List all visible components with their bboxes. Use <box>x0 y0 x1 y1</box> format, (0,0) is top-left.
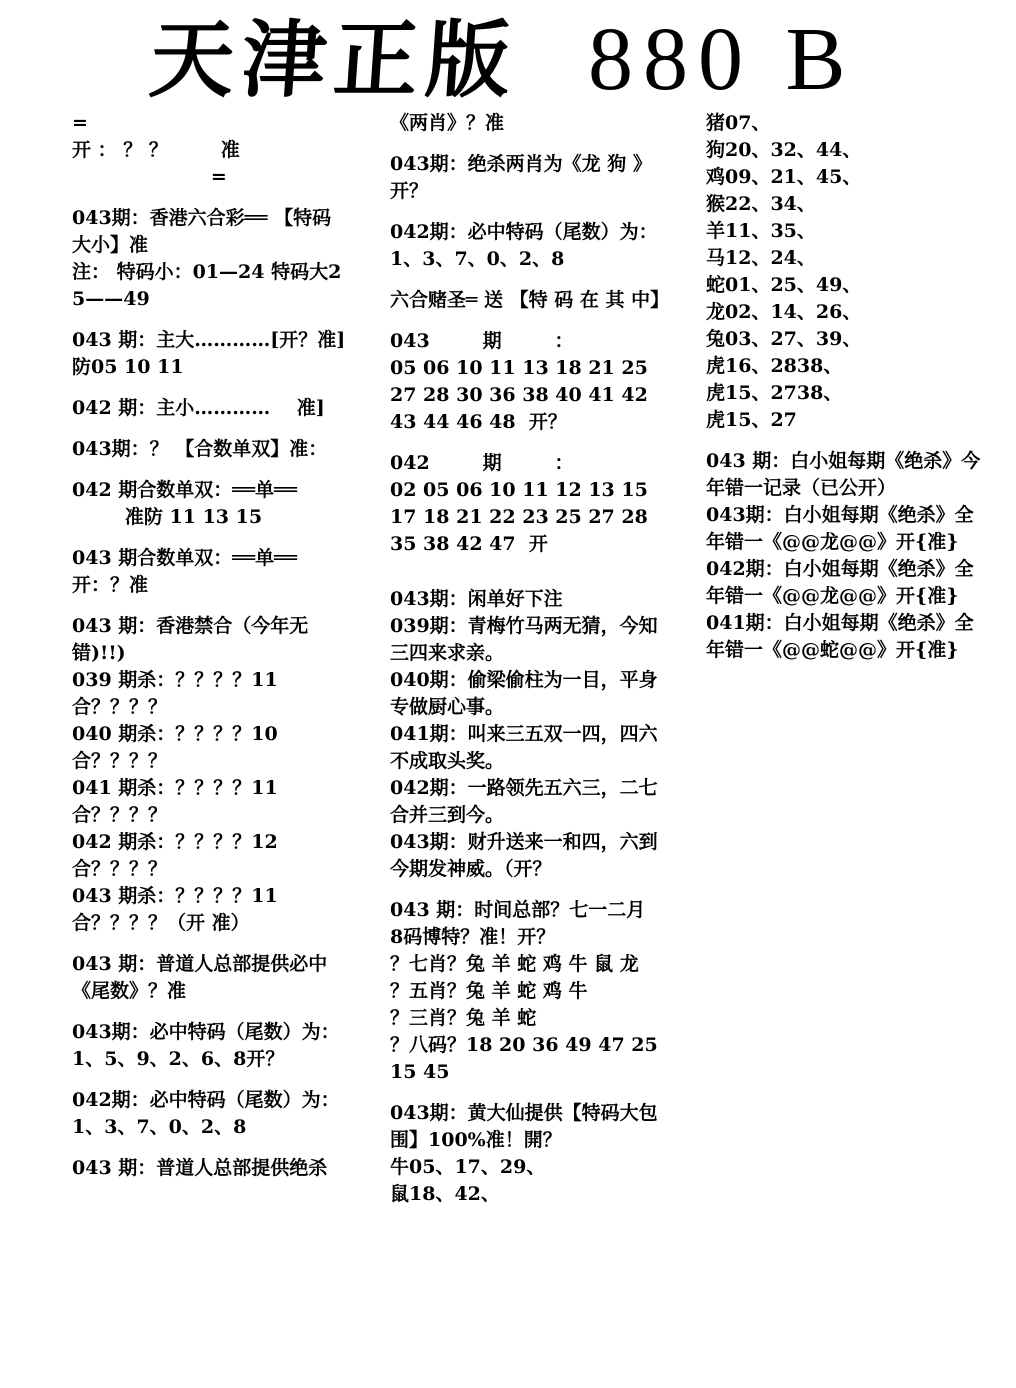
text-line: ？五肖？兔 羊 蛇 鸡 牛 <box>390 980 588 1002</box>
text-line: 043期：财升送来一和四，六到今期发神威。（开？ <box>390 831 658 880</box>
text-line: 马12、24、 <box>706 247 816 269</box>
text-line: 注： 特码小：01—24 特码大25——49 <box>72 261 342 310</box>
page-title <box>146 10 890 110</box>
text-line: 043 期：普道人总部提供必中《尾数》？准 <box>72 953 328 1002</box>
text-line: 羊11、35、 <box>706 220 816 242</box>
text-line: 02 05 06 10 11 12 13 15 17 18 21 22 23 25 27 28 35 38 42 47 开 <box>390 479 655 555</box>
text-line: ？七肖？兔 羊 蛇 鸡 牛 鼠 龙 <box>390 953 639 975</box>
text-line: 043期：闲单好下注 <box>390 588 563 610</box>
text-line: 039期：青梅竹马两无猜，今知三四来求亲。 <box>390 615 658 664</box>
text-line: 虎16、2838、 <box>706 355 843 377</box>
spacer <box>390 314 665 328</box>
spacer <box>390 558 665 572</box>
text-line: 043期：香港六合彩══ 【特码大小】准 <box>72 207 332 256</box>
text-line: = <box>72 112 88 134</box>
text-line: 龙02、14、26、 <box>706 301 862 323</box>
spacer <box>390 572 665 586</box>
text-line: 043 期：时间总部？七一二月 8码博特？准！开？ <box>390 899 652 948</box>
spacer <box>72 1005 350 1019</box>
text-line: 兔03、27、39、 <box>706 328 862 350</box>
text-line: 040期：偷梁偷柱为一目，平身专做厨心事。 <box>390 669 658 718</box>
text-line: 牛05、17、29、 <box>390 1156 546 1178</box>
text-line: 040 期杀：？？？？10 合？？？？ <box>72 723 285 772</box>
text-line: 043 期：香港禁合（今年无错)!!) <box>72 615 309 664</box>
title-code: 880 B <box>588 10 856 109</box>
spacer <box>706 434 986 448</box>
text-line: 043 期杀：？？？？11 合？？？？（开 准） <box>72 885 285 934</box>
column-middle <box>390 110 670 1208</box>
text-line: 042 期：主小………… 准] <box>72 397 325 419</box>
spacer <box>72 422 350 436</box>
text-line: 猴22、34、 <box>706 193 816 215</box>
spacer <box>72 191 350 205</box>
spacer <box>390 273 665 287</box>
text-line: 039 期杀：？？？？11 合？？？？ <box>72 669 285 718</box>
text-line: 041 期杀：？？？？11 合？？？？ <box>72 777 285 826</box>
text-line: ？三肖？兔 羊 蛇 <box>390 1007 537 1029</box>
text-line: 准防 11 13 15 <box>72 506 263 528</box>
spacer <box>72 531 350 545</box>
text-line: 041期：叫来三五双一四，四六不成取头奖。 <box>390 723 658 772</box>
text-line: 043期：白小姐每期《绝杀》全年错一《@@龙@@》开{准} <box>706 504 974 553</box>
text-line: 043 期：普道人总部提供绝杀 <box>72 1157 328 1179</box>
spacer <box>72 1073 350 1087</box>
text-line: 043期：黄大仙提供【特码大包围】100%准！開？ <box>390 1102 658 1151</box>
text-line: 鼠18、42、 <box>390 1183 500 1205</box>
text-line: 041期：白小姐每期《绝杀》全年错一《@@蛇@@》开{准} <box>706 612 974 661</box>
text-line: 043 期合数单双：══单══ <box>72 547 298 569</box>
text-line: 六合赌圣═ 送 【特 码 在 其 中】 <box>390 289 670 311</box>
title-chinese: 天津正版 <box>146 10 522 109</box>
text-line: 蛇01、25、49、 <box>706 274 862 296</box>
spacer <box>72 1141 350 1155</box>
spacer <box>390 1086 665 1100</box>
text-line: 042 期 ： <box>390 452 574 474</box>
spacer <box>72 937 350 951</box>
text-line: 042 期杀：？？？？12 合？？？？ <box>72 831 285 880</box>
text-line: 043 期 ： <box>390 330 574 352</box>
text-line: 042期：必中特码（尾数）为：1、3、7、0、2、8 <box>72 1089 340 1138</box>
text-line: 开：？准 <box>72 574 149 596</box>
spacer <box>72 381 350 395</box>
text-line: 开 ： ？ ？ 准 <box>72 139 240 161</box>
text-line: ？八码？18 20 36 49 47 25 15 45 <box>390 1034 665 1083</box>
text-line: 043 期：白小姐每期《绝杀》今年错一记录（已公开） <box>706 450 981 499</box>
text-line: 042期：必中特码（尾数）为：1、3、7、0、2、8 <box>390 221 658 270</box>
spacer <box>390 436 665 450</box>
spacer <box>390 205 665 219</box>
text-line: 043期：绝杀两肖为《龙 狗 》开？ <box>390 153 652 202</box>
spacer <box>390 883 665 897</box>
text-line: 042 期合数单双：══单══ <box>72 479 298 501</box>
text-line: 鸡09、21、45、 <box>706 166 862 188</box>
text-line: = <box>72 166 227 188</box>
text-line: 《两肖》？准 <box>390 112 505 134</box>
text-line: 043期：？ 【合数单双】准： <box>72 438 328 460</box>
spacer <box>72 313 350 327</box>
text-line: 虎15、2738、 <box>706 382 843 404</box>
text-line: 043 期：主大…………[开？准] 防05 10 11 <box>72 329 352 378</box>
spacer <box>390 137 665 151</box>
spacer <box>72 463 350 477</box>
text-line: 042期：一路领先五六三，二七合并三到今。 <box>390 777 658 826</box>
text-line: 猪07、 <box>706 112 771 134</box>
column-right <box>706 110 986 664</box>
text-line: 043期：必中特码（尾数）为：1、5、9、2、6、8开？ <box>72 1021 340 1070</box>
text-line: 05 06 10 11 13 18 21 25 27 28 30 36 38 40 41 42 43 44 46 48 开？ <box>390 357 655 433</box>
text-line: 042期：白小姐每期《绝杀》全年错一《@@龙@@》开{准} <box>706 558 974 607</box>
text-line: 虎15、27 <box>706 409 797 431</box>
text-line: 狗20、32、44、 <box>706 139 862 161</box>
column-left <box>72 110 350 1182</box>
spacer <box>72 599 350 613</box>
